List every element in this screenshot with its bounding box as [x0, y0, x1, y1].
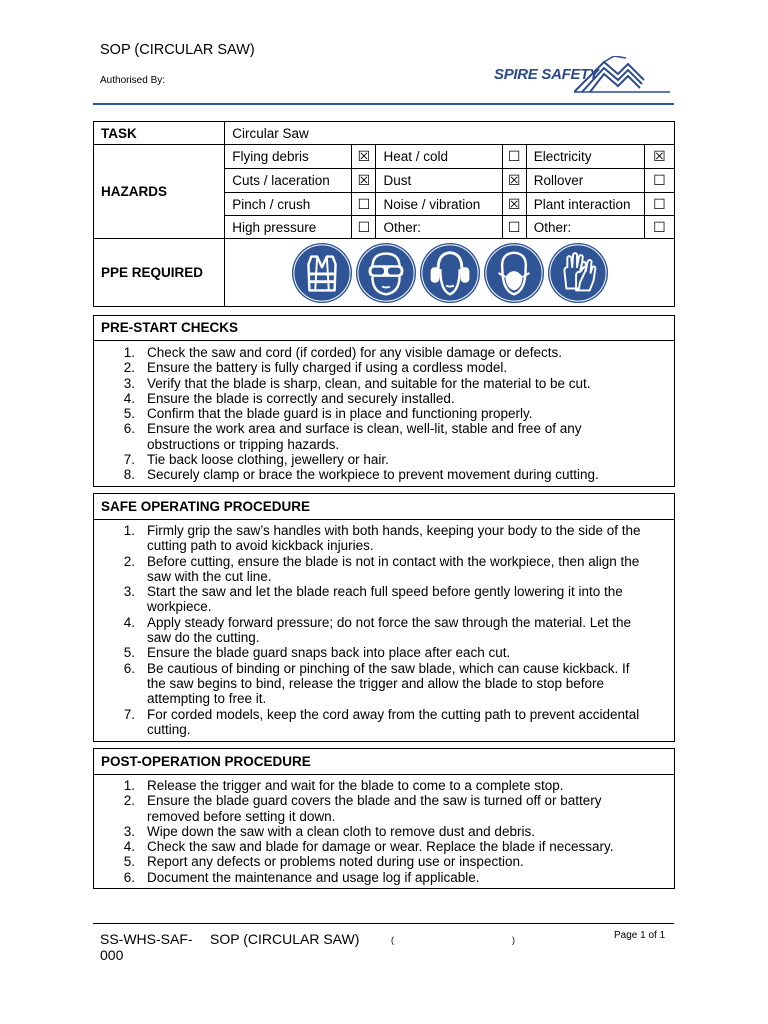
authorised-by-label: Authorised By: [100, 75, 166, 86]
hazard-checkbox[interactable]: ☐ [502, 216, 526, 239]
list-item [94, 854, 674, 869]
list-item-text: saw do the cutting. [147, 630, 260, 646]
hazard-name: Plant interaction [526, 193, 644, 216]
list-item-number: 2. [123, 360, 135, 376]
ppe-icons-cell [225, 239, 675, 307]
list-item [94, 421, 674, 452]
list-item-number: 4. [123, 839, 135, 855]
mountain-logo-icon [574, 56, 670, 94]
list-item-number: 4. [123, 614, 135, 630]
list-item-number: 3. [123, 823, 135, 839]
list-item-number: 6. [123, 660, 135, 676]
hazard-name: Cuts / laceration [225, 169, 352, 193]
hazard-name: Flying debris [225, 145, 352, 169]
hazard-checkbox[interactable]: ☐ [644, 216, 674, 239]
list-item-text: Report any defects or problems noted during use or inspection. [147, 854, 524, 870]
safe-operating-procedure-section [93, 493, 675, 742]
pre-start-list [94, 341, 674, 483]
list-item-text: Ensure the battery is fully charged if using a cordless model. [147, 360, 508, 376]
list-item-number: 1. [123, 523, 135, 538]
list-item-text: Apply steady forward pressure; do not force the saw through the material. Let the [147, 614, 632, 630]
list-item-text: Confirm that the blade guard is in place and functioning properly. [147, 406, 533, 422]
list-item-text: removed before setting it down. [147, 808, 336, 824]
list-item [94, 645, 674, 660]
list-item [94, 467, 674, 482]
hazard-name: Other: [376, 216, 502, 239]
list-item-number: 8. [123, 467, 135, 483]
section-heading: PRE-START CHECKS [94, 316, 674, 341]
list-item-text: Start the saw and let the blade reach full speed before gently lowering it into the [147, 584, 623, 600]
list-item-number: 1. [123, 778, 135, 793]
footer-page-number: Page 1 of 1 [614, 930, 666, 941]
hazard-checkbox[interactable]: ☒ [352, 169, 376, 193]
hazards-label: HAZARDS [94, 145, 225, 239]
list-item [94, 406, 674, 421]
hazard-checkbox[interactable]: ☐ [644, 193, 674, 216]
hazard-name: High pressure [225, 216, 352, 239]
list-item-text: attempting to free it. [147, 691, 267, 707]
list-item-text: Ensure the blade guard snaps back into place after each cut. [147, 645, 511, 661]
task-row [94, 122, 675, 145]
list-item-text: Ensure the blade guard covers the blade and the saw is turned off or battery [147, 793, 602, 809]
list-item-text: Firmly grip the saw’s handles with both hands, keeping your body to the side of the [147, 523, 641, 538]
ear-protection-icon [419, 242, 481, 304]
list-item-text: cutting. [147, 721, 191, 737]
list-item [94, 391, 674, 406]
list-item-text: Ensure the blade is correctly and securely installed. [147, 390, 455, 406]
task-hazard-table [93, 121, 675, 307]
list-item-text: Check the saw and blade for damage or wear. Replace the blade if necessary. [147, 839, 614, 855]
hazard-name: Heat / cold [376, 145, 502, 169]
list-item [94, 707, 674, 738]
list-item [94, 870, 674, 885]
footer-paren-close: ) [512, 935, 515, 945]
list-item [94, 615, 674, 646]
hazard-name: Noise / vibration [376, 193, 502, 216]
hazard-checkbox[interactable]: ☐ [352, 193, 376, 216]
section-heading: POST-OPERATION PROCEDURE [94, 749, 674, 775]
task-value: Circular Saw [225, 122, 675, 145]
hazard-checkbox[interactable]: ☐ [352, 216, 376, 239]
ppe-label: PPE REQUIRED [94, 239, 225, 307]
logo-text: SPIRE SAFETY [494, 66, 599, 83]
list-item-text: Document the maintenance and usage log if applicable. [147, 869, 480, 885]
list-item-number: 5. [123, 406, 135, 422]
company-logo [494, 56, 670, 96]
list-item-number: 2. [123, 793, 135, 809]
list-item [94, 554, 674, 585]
post-op-list [94, 775, 674, 885]
footer-title: SOP (CIRCULAR SAW) [210, 931, 360, 947]
hazard-name: Pinch / crush [225, 193, 352, 216]
list-item-text: Be cautious of binding or pinching of the saw blade, which can cause kickback. If [147, 660, 630, 676]
list-item-text: For corded models, keep the cord away from the cutting path to prevent accidental [147, 706, 640, 722]
hazard-name: Dust [376, 169, 502, 193]
list-item [94, 360, 674, 375]
section-heading: SAFE OPERATING PROCEDURE [94, 494, 674, 520]
list-item [94, 661, 674, 707]
list-item-number: 4. [123, 390, 135, 406]
list-item-number: 1. [123, 345, 135, 360]
list-item-number: 3. [123, 584, 135, 600]
hazard-row [94, 145, 675, 169]
hazard-checkbox[interactable]: ☒ [352, 145, 376, 169]
list-item [94, 839, 674, 854]
list-item-number: 7. [123, 452, 135, 468]
list-item-text: Check the saw and cord (if corded) for any visible damage or defects. [147, 345, 562, 360]
list-item [94, 778, 674, 793]
list-item-number: 2. [123, 553, 135, 569]
hazard-name: Electricity [526, 145, 644, 169]
footer-doc-code: SS-WHS-SAF-000 [100, 931, 193, 963]
list-item [94, 523, 674, 554]
list-item-text: Before cutting, ensure the blade is not in contact with the workpiece, then align the [147, 553, 640, 569]
hazard-checkbox[interactable]: ☐ [502, 145, 526, 169]
hazard-checkbox[interactable]: ☐ [644, 169, 674, 193]
list-item [94, 824, 674, 839]
post-operation-procedure-section [93, 748, 675, 889]
list-item-text: the saw begins to bind, release the trigger and allow the blade to stop before [147, 675, 605, 691]
list-item-number: 6. [123, 421, 135, 437]
footer-paren-open: ( [391, 935, 394, 945]
list-item-text: obstructions or tripping hazards. [147, 436, 340, 452]
dust-mask-icon [483, 242, 545, 304]
list-item-text: saw with the cut line. [147, 568, 272, 584]
list-item [94, 376, 674, 391]
pre-start-checks-section [93, 315, 675, 487]
list-item-text: Wipe down the saw with a clean cloth to remove dust and debris. [147, 823, 535, 839]
sop-list [94, 520, 674, 737]
list-item-text: Tie back loose clothing, jewellery or hair. [147, 452, 389, 468]
list-item-number: 6. [123, 869, 135, 885]
gloves-icon [547, 242, 609, 304]
hazard-checkbox[interactable]: ☒ [502, 169, 526, 193]
list-item-number: 5. [123, 645, 135, 661]
list-item-text: Release the trigger and wait for the blade to come to a complete stop. [147, 778, 564, 793]
safety-goggles-icon [355, 242, 417, 304]
list-item-text: Verify that the blade is sharp, clean, and suitable for the material to be cut. [147, 375, 591, 391]
list-item-number: 5. [123, 854, 135, 870]
list-item-text: Ensure the work area and surface is clean, well-lit, stable and free of any [147, 421, 582, 437]
list-item [94, 345, 674, 360]
hazard-checkbox[interactable]: ☒ [502, 193, 526, 216]
list-item [94, 793, 674, 824]
list-item-text: Securely clamp or brace the workpiece to prevent movement during cutting. [147, 467, 599, 483]
list-item-text: workpiece. [147, 599, 212, 615]
list-item-number: 3. [123, 375, 135, 391]
ppe-row [94, 239, 675, 307]
list-item [94, 452, 674, 467]
list-item [94, 584, 674, 615]
footer-rule [93, 923, 674, 924]
document-title: SOP (CIRCULAR SAW) [100, 42, 255, 58]
hi-vis-vest-icon [291, 242, 353, 304]
list-item-text: cutting path to avoid kickback injuries. [147, 538, 374, 554]
list-item-number: 7. [123, 706, 135, 722]
task-label: TASK [94, 122, 225, 145]
hazard-name: Rollover [526, 169, 644, 193]
header-rule [93, 103, 674, 105]
hazard-name: Other: [526, 216, 644, 239]
hazard-checkbox[interactable]: ☒ [644, 145, 674, 169]
